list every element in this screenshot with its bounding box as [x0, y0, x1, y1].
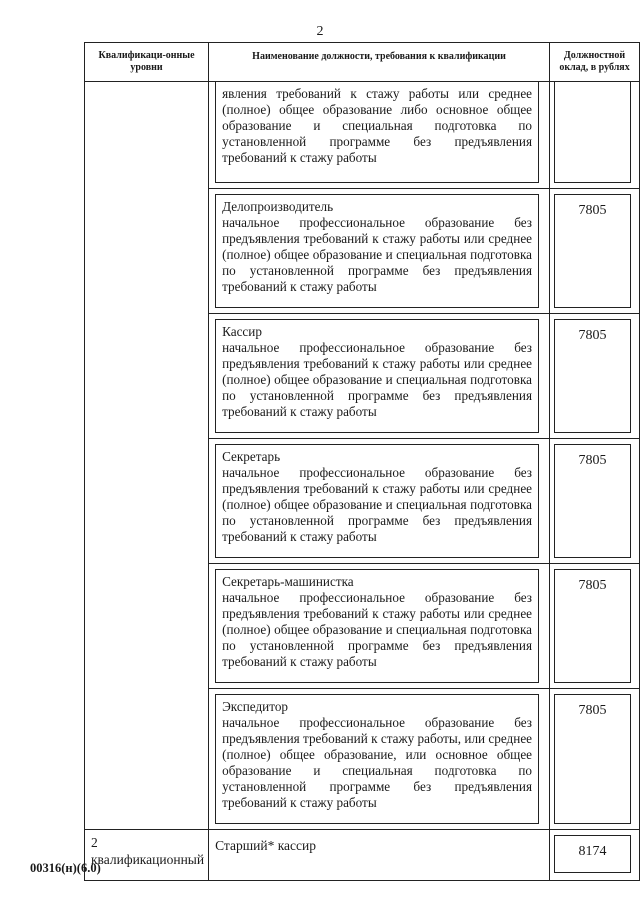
table-header-row [85, 43, 640, 82]
salary-box [554, 319, 631, 433]
salary-value: 7805 [578, 578, 607, 593]
position-requirements: начальное профессиональное образование без предъявления требований к стажу работы, или среднее (полное) общее образование, или основное общее образование и специальная подготовка по установленной программе без предъявления требований к стажу работы [222, 715, 533, 810]
position-title: Секретарь [222, 449, 281, 464]
position-requirements: начальное профессиональное образование без предъявления требований к стажу работы или среднее (полное) общее образование и специальная подготовка по установленной программе без предъявления требований к стажу работы [222, 590, 533, 669]
salary-value: 7805 [578, 453, 607, 468]
position-title: Экспедитор [222, 699, 289, 714]
position-box [215, 694, 539, 824]
table-row-level-2 [85, 830, 640, 881]
position-box [215, 444, 539, 558]
position-requirements: начальное профессиональное образование без предъявления требований к стажу работы или среднее (полное) общее образование и специальная подготовка по установленной программе без предъявления требований к стажу работы [222, 465, 533, 544]
level-cell-empty [85, 82, 209, 830]
salary-box [554, 444, 631, 558]
salary-value: 8174 [578, 844, 607, 859]
position-title: Кассир [222, 324, 262, 339]
salary-value: 7805 [578, 703, 607, 718]
position-title: Делопроизводитель [222, 199, 334, 214]
salary-box [554, 194, 631, 308]
salary-box [554, 835, 631, 873]
qualification-level: 2 квалификационный [91, 835, 205, 867]
position-box [215, 82, 539, 183]
position-requirements: явления требований к стажу работы или среднее (полное) общее образование либо основное общее образование и специальная подготовка по установленной программе без предъявления требований к стажу работы [222, 86, 533, 165]
salary-box [554, 569, 631, 683]
header-salary: Должностной оклад, в рублях [550, 43, 640, 82]
position-title: Секретарь-машинистка [222, 574, 354, 589]
salary-box [554, 694, 631, 824]
page-number: 2 [316, 24, 324, 39]
qualification-table [84, 42, 640, 881]
position-requirements: начальное профессиональное образование без предъявления требований к стажу работы или среднее (полное) общее образование и специальная подготовка по установленной программе без предъявления требований к стажу работы [222, 340, 533, 419]
position-box [215, 569, 539, 683]
salary-value: 7805 [578, 203, 607, 218]
position-box [215, 319, 539, 433]
table-row [85, 82, 640, 189]
document-code: 00316(н)(6.0) [30, 861, 101, 875]
header-level: Квалификаци-онные уровни [85, 43, 209, 82]
salary-box [554, 82, 631, 183]
position-title: Старший* кассир [215, 838, 317, 853]
salary-value: 7805 [578, 328, 607, 343]
position-box [215, 194, 539, 308]
position-requirements: начальное профессиональное образование без предъявления требований к стажу работы или среднее (полное) общее образование и специальная подготовка по установленной программе без предъявления требований к стажу работы [222, 215, 533, 294]
header-name: Наименование должности, требования к квалификации [209, 43, 550, 82]
